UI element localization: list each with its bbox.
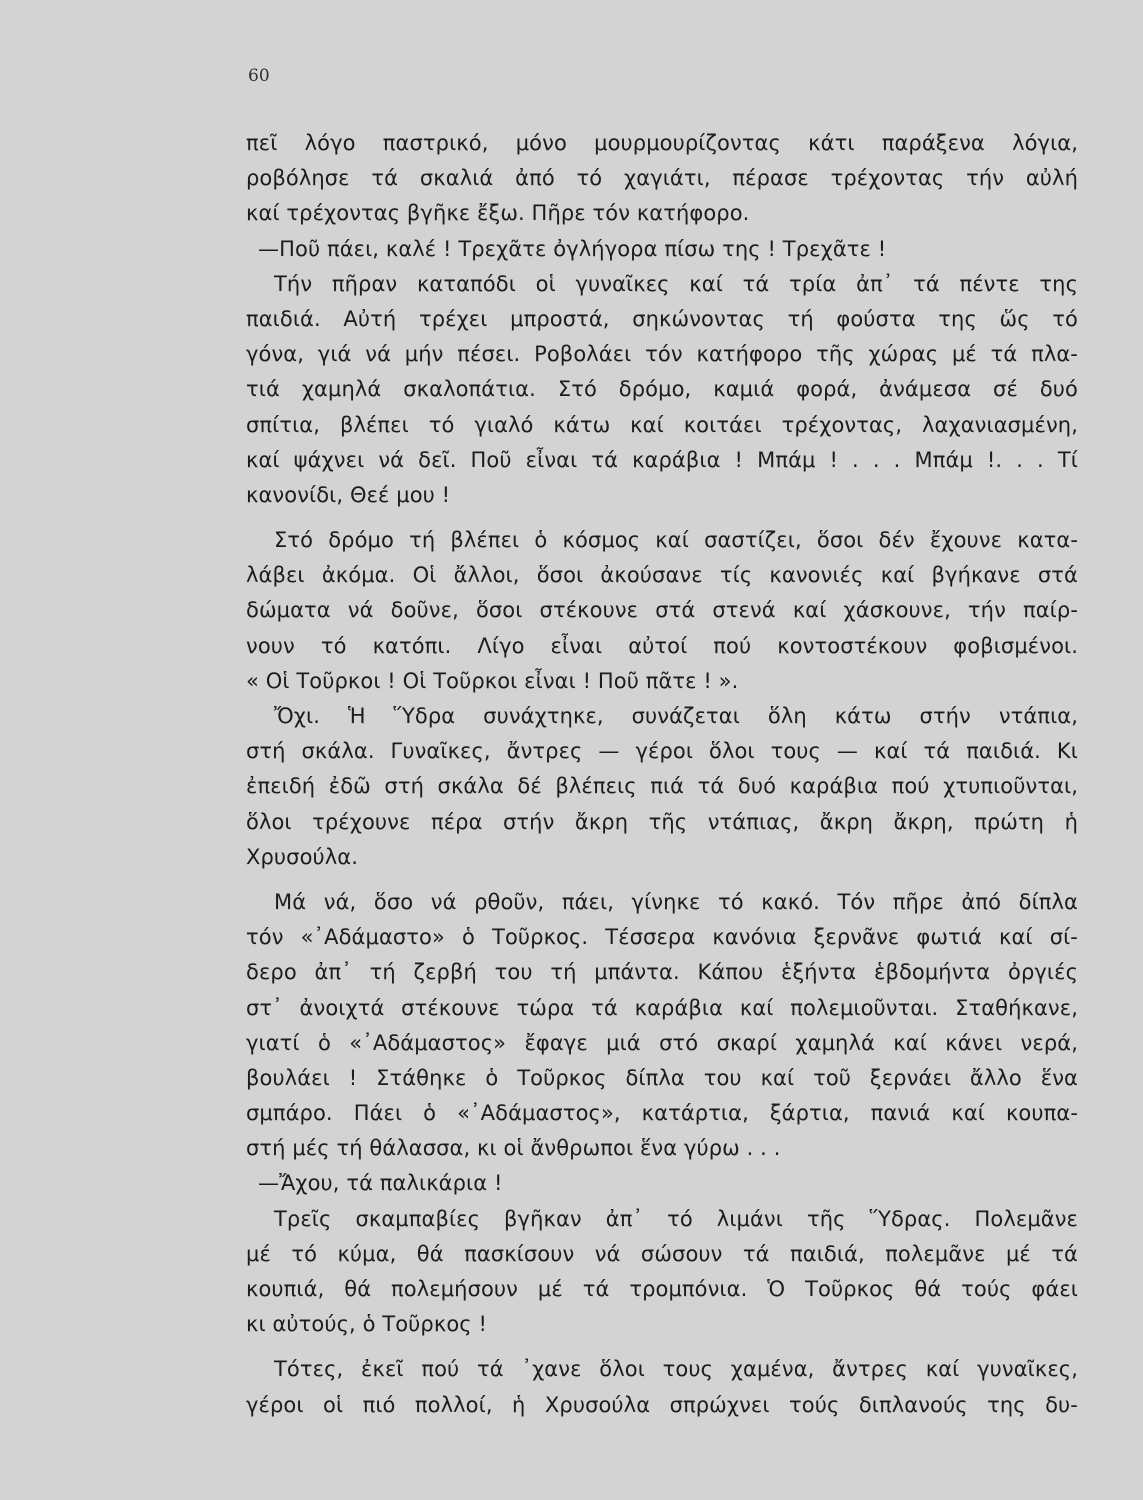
text-line: Τρεῖς σκαμπαβίες βγῆκαν ἀπ᾽ τό λιμάνι τῆς Ὕδρας. Πολεμᾶνε bbox=[274, 1206, 1078, 1231]
paragraph-gap bbox=[246, 1342, 1078, 1352]
text-line: καί τρέχοντας βγῆκε ἔξω. Πῆρε τόν κατήφορο. bbox=[246, 201, 750, 226]
text-line: κανονίδι, Θεέ μου ! bbox=[246, 482, 451, 507]
text-line: γιατί ὁ «᾽Αδάμαστος» ἔφαγε μιά στό σκαρί χαμηλά καί κάνει νερά, bbox=[246, 1030, 1078, 1055]
text-line: —Ποῦ πάει, καλέ ! Τρεχᾶτε ὀγλήγορα πίσω της ! Τρεχᾶτε ! bbox=[258, 236, 887, 261]
text-line: τόν «᾽Αδάμαστο» ὁ Τοῦρκος. Τέσσερα κανόνια ξερνᾶνε φωτιά καί σί- bbox=[246, 925, 1078, 950]
text-line: Μά νά, ὅσο νά ρθοῦν, πάει, γίνηκε τό κακό. Τόν πῆρε ἀπό δίπλα bbox=[274, 889, 1078, 914]
text-line: γέροι οἱ πιό πολλοί, ἡ Χρυσούλα σπρώχνει τούς διπλανούς της δυ- bbox=[246, 1392, 1078, 1417]
text-line: στή μές τή θάλασσα, κι οἱ ἄνθρωποι ἕνα γύρω . . . bbox=[246, 1136, 781, 1161]
text-line: σπίτια, βλέπει τό γιαλό κάτω καί κοιτάει τρέχοντας, λαχανιασμένη, bbox=[246, 412, 1078, 437]
text-line: τιά χαμηλά σκαλοπάτια. Στό δρόμο, καμιά φορά, ἀνάμεσα σέ δυό bbox=[246, 377, 1078, 402]
text-line: σμπάρο. Πάει ὁ «᾽Αδάμαστος», κατάρτια, ξάρτια, πανιά καί κουπα- bbox=[246, 1101, 1078, 1126]
paragraph-gap bbox=[246, 875, 1078, 885]
text-line: παιδιά. Αὐτή τρέχει μπροστά, σηκώνοντας τή φούστα της ὥς τό bbox=[246, 306, 1078, 331]
page-number: 60 bbox=[248, 66, 270, 86]
text-line: μέ τό κύμα, θά πασκίσουν νά σώσουν τά παιδιά, πολεμᾶνε μέ τά bbox=[246, 1241, 1078, 1266]
text-line: ἐπειδή ἐδῶ στή σκάλα δέ βλέπεις πιά τά δυό καράβια πού χτυπιοῦνται, bbox=[246, 774, 1078, 799]
body-text bbox=[246, 126, 1078, 1423]
text-line: στή σκάλα. Γυναῖκες, ἄντρες — γέροι ὅλοι τους — καί τά παιδιά. Κι bbox=[246, 739, 1078, 764]
text-line: Τότες, ἐκεῖ πού τά ᾽χανε ὅλοι τους χαμένα, ἄντρες καί γυναῖκες, bbox=[274, 1357, 1078, 1382]
text-line: Τήν πῆραν καταπόδι οἱ γυναῖκες καί τά τρία ἀπ᾽ τά πέντε της bbox=[274, 271, 1078, 296]
text-line: Χρυσούλα. bbox=[246, 844, 359, 869]
text-line: ροβόλησε τά σκαλιά ἀπό τό χαγιάτι, πέρασε τρέχοντας τήν αὐλή bbox=[246, 166, 1078, 191]
text-line: καί ψάχνει νά δεῖ. Ποῦ εἶναι τά καράβια ! Μπάμ ! . . . Μπάμ !. . . Τί bbox=[246, 447, 1078, 472]
text-line: —Ἄχου, τά παλικάρια ! bbox=[258, 1171, 503, 1196]
paragraph-gap bbox=[246, 513, 1078, 523]
text-line: πεῖ λόγο παστρικό, μόνο μουρμουρίζοντας κάτι παράξενα λόγια, bbox=[246, 131, 1078, 155]
text-line: ὅλοι τρέχουνε πέρα στήν ἄκρη τῆς ντάπιας, ἄκρη ἄκρη, πρώτη ἡ bbox=[246, 809, 1078, 834]
text-line: γόνα, γιά νά μήν πέσει. Ροβολάει τόν κατήφορο τῆς χώρας μέ τά πλα- bbox=[246, 342, 1078, 367]
text-line: λάβει ἀκόμα. Οἱ ἄλλοι, ὅσοι ἀκούσανε τίς κανονιές καί βγήκανε στά bbox=[246, 563, 1078, 588]
text-line: βουλάει ! Στάθηκε ὁ Τοῦρκος δίπλα του καί τοῦ ξερνάει ἄλλο ἕνα bbox=[246, 1065, 1078, 1090]
text-line: στ᾽ ἀνοιχτά στέκουνε τώρα τά καράβια καί πολεμιοῦνται. Σταθήκανε, bbox=[246, 995, 1078, 1020]
text-line: νουν τό κατόπι. Λίγο εἶναι αὐτοί πού κοντοστέκουν φοβισμένοι. bbox=[246, 633, 1078, 658]
text-line: κουπιά, θά πολεμήσουν μέ τά τρομπόνια. Ὁ Τοῦρκος θά τούς φάει bbox=[246, 1277, 1078, 1301]
text-line: Ὄχι. Ἡ Ὕδρα συνάχτηκε, συνάζεται ὅλη κάτω στήν ντάπια, bbox=[274, 704, 1078, 728]
text-line: Στό δρόμο τή βλέπει ὁ κόσμος καί σαστίζει, ὅσοι δέν ἔχουνε κατα- bbox=[274, 528, 1078, 553]
text-line: κι αὐτούς, ὁ Τοῦρκος ! bbox=[246, 1312, 487, 1337]
text-line: δώματα νά δοῦνε, ὅσοι στέκουνε στά στενά καί χάσκουνε, τήν παίρ- bbox=[246, 598, 1078, 623]
text-line: δερο ἀπ᾽ τή ζερβή του τή μπάντα. Κάπου ἑξήντα ἑβδομήντα ὀργιές bbox=[246, 960, 1078, 985]
text-line: « Οἱ Τοῦρκοι ! Οἱ Τοῦρκοι εἶναι ! Ποῦ πᾶτε ! ». bbox=[246, 668, 739, 693]
